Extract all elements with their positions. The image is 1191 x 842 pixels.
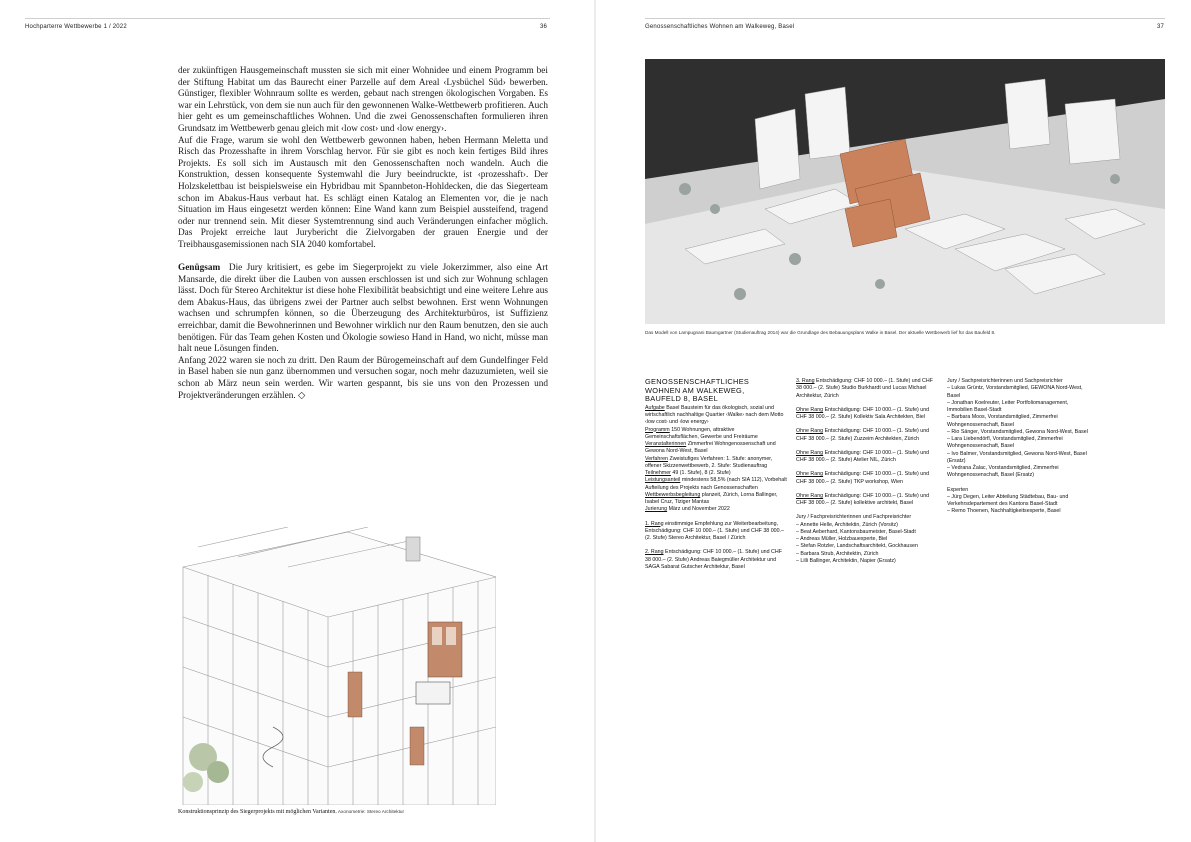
fact-label: Ohne Rang	[796, 406, 824, 413]
fact-text: 49 (1. Stufe), 8 (2. Stufe)	[672, 470, 731, 477]
lead-word: Genügsam	[178, 263, 221, 274]
fact-text: März und November 2022	[668, 506, 730, 513]
axonometric-drawing	[178, 527, 496, 805]
fact-text: Entschädigung: CHF 10 000.– (1. Stufe) und CHF 38 000.– (2. Stufe) Studio Burkhardt und Lucas Michael Architektur, Zürich	[796, 378, 933, 399]
facts-list	[645, 405, 787, 571]
drawing-caption	[178, 809, 578, 815]
fact-text: einstimmige Empfehlung zur Weiterbearbeitung, Entschädigung: CHF 10 000.– (1. Stufe) und CHF 38 000.– (2. Stufe) Stereo Architektur, Basel / Zürich	[645, 520, 784, 542]
drawing-credit: Axonometrie: Stereo Architektur	[337, 809, 405, 814]
fact-text: mindestens 58,5% (nach SIA 112), Vorbehalt Aufteilung des Projekts nach Genossenschaften	[645, 477, 787, 491]
running-head: Hochparterre Wettbewerbe 1 / 2022	[25, 24, 127, 30]
fact-label: Verfahren	[645, 455, 668, 462]
fact-label: 3. Rang	[796, 378, 815, 384]
fact-text: 150 Wohnungen, attraktive Gemeinschaftsflächen, Gewerbe und Freiräume	[645, 426, 758, 440]
running-head: Genossenschaftliches Wohnen am Walkeweg, Basel	[645, 24, 795, 30]
fact-text: Entschädigung: CHF 10 000.– (1. Stufe) und CHF 38 000.– (2. Stufe) Kollektiv Sala Architekten, Biel	[796, 406, 930, 420]
fact-label: Ohne Rang	[796, 449, 824, 456]
top-rule	[25, 18, 550, 19]
fact-text: Entschädigung: CHF 10 000.– (1. Stufe) und CHF 38 000.– (2. Stufe) TKP workshop, Wien	[796, 471, 930, 485]
fact-label: Veranstalterinnen	[645, 441, 687, 448]
lead-paragraph	[178, 263, 548, 356]
facts-column-2	[796, 378, 936, 572]
drawing-caption-text: Konstruktionsprinzip des Siegerprojekts mit möglichen Varianten.	[178, 809, 337, 815]
fact-label: 1. Rang	[645, 520, 664, 527]
fact-text: planzeit, Zürich, Lorna Ballinger, Isabel Cruz, Tiziger Mantas	[645, 491, 778, 506]
fact-label: Ohne Rang	[796, 428, 824, 435]
fact-label: Leistungsanteil	[645, 477, 681, 484]
page-number: 36	[540, 24, 548, 30]
lead-paragraph-text: Die Jury kritisiert, es gebe im Siegerprojekt zu viele Jokerzimmer, also eine Art Mansarde, die direkt über die Lauben von aussen erschlossen ist und sich zur Wohnung schlagen lässt. Doch für Stereo Architektur ist diese hohe Flexibilität beabsichtigt und eine weitere Lehre aus dem Abakus-Haus, das übrigens zwei der Partner auch selbst bewohnen. Erst wenn Wohnungen wachsen und schrumpfen können, so die Überzeugung des Architekturbüros, ist Suffizienz erreichbar, damit die Bewohnerinnen und Bewohner wirklich nur den Raum benutzen, den sie auch benötigen. Für das Team gehen Kosten und Ökologie sowieso Hand in Hand, wo nicht, müsse man halt neue Lösungen finden.	[178, 263, 549, 355]
competition-title-line: WOHNEN AM WALKEWEG,	[645, 385, 745, 395]
fact-label: Teilnehmer	[645, 470, 671, 477]
photo-caption: Das Modell von Lampugnani Baumgartner (Studienauftrag 2014) war die Grundlage des Bebauungsplans Walke in Basel. Der aktuelle Wettbewerb lief für das Baufeld 8.	[645, 330, 996, 335]
fact-text: Entschädigung: CHF 10 000.– (1. Stufe) und CHF 38 000.– (2. Stufe) Zuzzeim Architekten, Zürich	[796, 428, 930, 442]
competition-title-line: BAUFELD 8, BASEL	[645, 394, 718, 404]
fact-text: Basel Bausteim für das ökologisch, sozial und wirtschaftlich nachhaltige Quartier ‹Walke› nach dem Motto ‹low cost› und ‹low energy›	[645, 404, 784, 426]
article-body	[178, 66, 548, 402]
jury-client-list: Jury / Sachpreisrichterinnen und Sachpreisrichter – Lukas Grüntz, Vorstandsmitglied, GEWONA Nord-West, Basel – Jonathan Koelreuter, Leiter Portfoliomanagement, Immobilien Basel-Stadt – Barbara Moos, Vorstandsmitglied, Zimmerfrei Wohngenossenschaft, Basel – Rio Sänger, Vorstandsmitglied, Gewona Nord-West, Basel – Lara Liebendörfl, Vorstandsmitglied, Zimmerfrei Wohngenossenschaft, Basel – Ivo Balmer, Vorstandsmitglied, Gewona Nord-West, Basel (Ersatz) – Vedrana Žalac, Vorstandsmitglied, Zimmerfrei Wohngenossenschaft, Basel (Ersatz)	[947, 378, 1088, 479]
fact-label: Jurierung	[645, 506, 668, 513]
fact-text: Entschädigung: CHF 10 000.– (1. Stufe) und CHF 38 000.– (2. Stufe) kollektive architekt, Basel	[796, 492, 930, 506]
experts-list: Experten – Jürg Degen, Leiter Abteilung Städtebau, Bau- und Verkehrsdepartement des Kantons Basel-Stadt – Remo Thoenen, Nachhaltigkeitsexperte, Basel	[947, 486, 1069, 515]
fact-label: Aufgabe	[645, 404, 665, 411]
paragraph: der zukünftigen Hausgemeinschaft mussten sie sich mit einer Wohnidee und einem Programm bei der Stiftung Habitat um das Baurecht einer Parzelle auf dem Areal ‹Lysbüchel Süd› bewerben. Günstiger, flexibler Wohnraum sollte es werden, gebaut nach strengen ökologischen Vorgaben. Es war ein Lehrstück, von dem sie nun auch für den gewonnenen Walke-Wettbewerb profitieren. Auch hier geht es um gemeinschaftliches Wohnen. Und die zwei Genossenschaften formulieren ihren Grundsatz im Wettbewerb genau gleich mit ‹low cost› und ‹low energy›.	[178, 66, 548, 134]
fact-text: Zimmerfrei Wohngenossenschaft und Gewona Nord-West, Basel	[645, 441, 776, 455]
fact-text: Entschädigung: CHF 10 000.– (1. Stufe) und CHF 38 000.– (2. Stufe) Andreas Baiegmüller Architektur und SAGA Sabarat Gutscher Architektur, Basel	[645, 549, 782, 570]
competition-title	[645, 378, 787, 404]
paragraph: Auf die Frage, warum sie wohl den Wettbewerb gewonnen haben, heben Hermann Meletta und Risch das Prozesshafte in ihrem Vorschlag hervor. Für sie gibt es noch kein fertiges Bild ihres Projekts. Es soll sich im Austausch mit den Genossenschaften noch wandeln. Auch die Konstruktion, dessen konsequente Systemwahl die Jury beeindruckte, ist ‹prozesshaft›. Der Holzskelettbau ist beispielsweise ein Hybridbau mit Spannbeton-Hohldecken, die das Siegerteam schon im Abakus-Haus verbaut hat. Es schlägt einen Katalog an Elementen vor, die je nach Situation im Haus eingesetzt werden können: Eine Wand kann zum Beispiel aussteifend, tragend oder nur trennend sein. Mit dieser Systemtrennung sind auch Veränderungen einfacher möglich. Das Projekt erreiche laut Jurybericht die Zielvorgaben der grauen Energie und der Treibhausgasemissionen nach SIA 2040 komfortabel.	[178, 135, 548, 250]
facts-column-1	[645, 378, 787, 578]
model-photo	[645, 59, 1165, 324]
fact-label: Wettbewerbsbegleitung	[645, 491, 701, 498]
jury-professional-list: Jury / Fachpreisrichterinnen und Fachpreisrichter – Annette Helle, Architektin, Zürich (Vorsitz) – Beat Aeberhard, Kantonsbaumeister, Basel-Stadt – Andreas Müller, Holzbauexperte, Biel – Stefan Rotzler, Landschaftsarchitekt, Gockhausen – Barbara Strub, Architektin, Zürich – Lilli Ballinger, Architektin, Napier (Ersatz)	[796, 514, 918, 564]
competition-title-line: GENOSSENSCHAFTLICHES	[645, 377, 750, 386]
top-rule	[645, 18, 1165, 19]
page-number: 37	[1157, 24, 1165, 30]
fact-label: 2. Rang	[645, 549, 664, 556]
left-page	[0, 0, 595, 842]
fact-label: Ohne Rang	[796, 471, 824, 478]
fact-text: Entschädigung: CHF 10 000.– (1. Stufe) und CHF 38 000.– (2. Stufe) Atelier NIL, Zürich	[796, 449, 930, 463]
paragraph: Anfang 2022 waren sie noch zu dritt. Den Raum der Bürogemeinschaft auf dem Gundelfinger Feld in Basel haben sie nun ganz übernommen und versuchen sogar, noch mehr dazuzumieten, weil sie schon ab März neun sein werden. Wir warten gespannt, bis sie uns von den Prozessen und Projektveränderungen erzählen. ◇	[178, 355, 548, 401]
page-gutter	[594, 0, 596, 842]
fact-label: Ohne Rang	[796, 492, 824, 499]
facts-column-3	[947, 378, 1095, 523]
fact-text: Zweistufiges Verfahren: 1. Stufe: anonymer, offener Skizzenwettbewerb, 2. Stufe: Studienauftrag	[645, 455, 773, 469]
fact-label: Programm	[645, 426, 670, 433]
